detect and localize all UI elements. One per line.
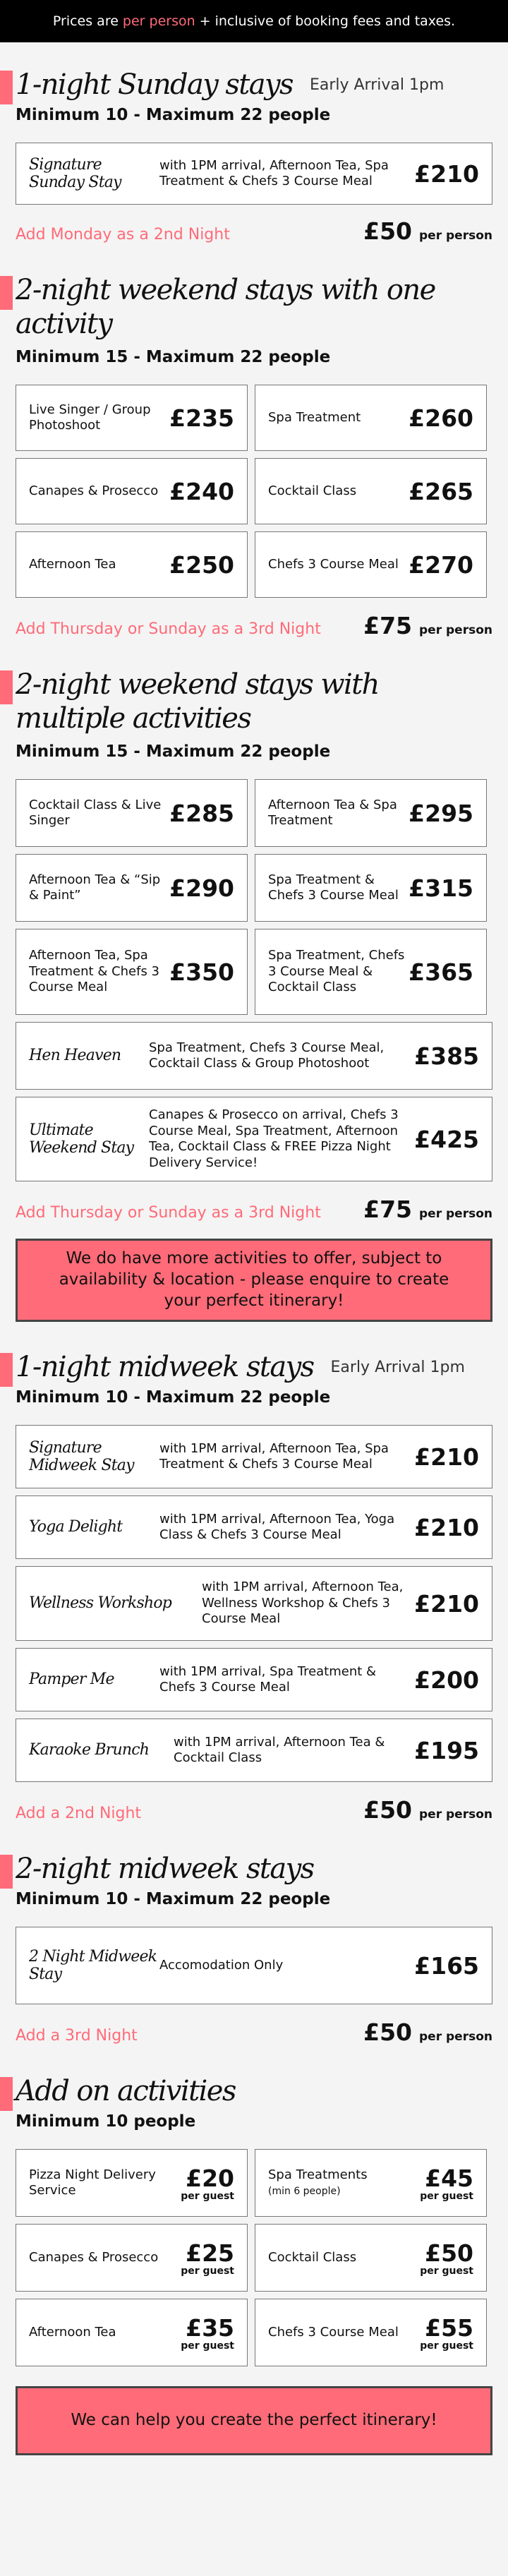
section-weekend-one-activity bbox=[0, 273, 508, 639]
section-midweek-one-night bbox=[0, 1350, 508, 1824]
combo-price: £350 bbox=[169, 958, 234, 986]
activity-card[interactable] bbox=[255, 385, 487, 451]
group-size-limit: Minimum 10 people bbox=[16, 2112, 196, 2131]
addon-card[interactable] bbox=[255, 2149, 487, 2217]
extra-night-offer bbox=[16, 612, 492, 639]
group-size-limit: Minimum 10 - Maximum 22 people bbox=[16, 1388, 331, 1407]
addon-price: £50 bbox=[425, 2239, 473, 2267]
addon-name bbox=[268, 2250, 420, 2266]
activity-name: Canapes & Prosecco bbox=[29, 483, 159, 498]
activity-price: £250 bbox=[169, 550, 234, 579]
activity-name: Afternoon Tea bbox=[29, 556, 116, 572]
package-description: Accomodation Only bbox=[159, 1957, 284, 1973]
addon-name-text: Cocktail Class bbox=[268, 2249, 357, 2265]
combo-card[interactable] bbox=[255, 929, 487, 1015]
addon-price: £45 bbox=[425, 2164, 473, 2192]
accent-bar bbox=[0, 670, 13, 704]
package-name: Signature Midweek Stay bbox=[29, 1438, 134, 1474]
extra-night-link[interactable]: Add Thursday or Sunday as a 3rd Night bbox=[16, 1204, 321, 1222]
price-unit: per guest bbox=[420, 2265, 473, 2277]
combo-price: £285 bbox=[169, 799, 234, 827]
package-card[interactable] bbox=[16, 1719, 492, 1782]
section-title: 2-night midweek stays bbox=[16, 1853, 314, 1885]
addon-card[interactable] bbox=[16, 2149, 248, 2217]
price-unit: per person bbox=[419, 1207, 492, 1221]
activity-name: Spa Treatment bbox=[268, 409, 361, 425]
package-name: Karaoke Brunch bbox=[29, 1741, 150, 1759]
price-unit: per guest bbox=[181, 2265, 234, 2277]
package-list bbox=[16, 1425, 492, 1782]
package-card[interactable] bbox=[16, 1097, 492, 1181]
extra-night-price: £50 bbox=[363, 217, 413, 245]
price-unit: per guest bbox=[420, 2190, 473, 2202]
package-price: £210 bbox=[414, 1443, 479, 1471]
price-unit: per person bbox=[419, 1807, 492, 1822]
section-header bbox=[16, 1852, 492, 1886]
addon-card[interactable] bbox=[255, 2299, 487, 2366]
addon-name bbox=[268, 2167, 420, 2199]
activity-price: £235 bbox=[169, 404, 234, 432]
combo-card[interactable] bbox=[16, 929, 248, 1015]
combo-price: £365 bbox=[409, 958, 473, 986]
pricing-note-lead: Prices are bbox=[52, 13, 119, 29]
package-name: Signature Sunday Stay bbox=[29, 155, 121, 191]
addon-price: £25 bbox=[186, 2239, 234, 2267]
section-midweek-two-night bbox=[0, 1852, 508, 2046]
combo-card[interactable] bbox=[255, 854, 487, 922]
group-size-limit: Minimum 10 - Maximum 22 people bbox=[16, 106, 331, 124]
section-title: Add on activities bbox=[16, 2075, 236, 2107]
package-description: with 1PM arrival, Afternoon Tea & Cocktail Class bbox=[174, 1734, 385, 1765]
extra-night-price: £50 bbox=[363, 2018, 413, 2046]
combo-name: Afternoon Tea & Spa Treatment bbox=[268, 797, 397, 828]
activity-name: Live Singer / Group Photoshoot bbox=[29, 402, 151, 433]
package-name: Wellness Workshop bbox=[29, 1594, 172, 1613]
price-unit: per guest bbox=[181, 2190, 234, 2202]
package-description: with 1PM arrival, Afternoon Tea, Spa Treatment & Chefs 3 Course Meal bbox=[159, 1440, 389, 1471]
package-name: Hen Heaven bbox=[29, 1047, 121, 1065]
combo-card[interactable] bbox=[255, 779, 487, 847]
section-subtitle: Early Arrival 1pm bbox=[309, 76, 445, 94]
addon-card[interactable] bbox=[16, 2224, 248, 2292]
activity-name: Chefs 3 Course Meal bbox=[268, 556, 399, 572]
extra-night-price: £75 bbox=[363, 612, 413, 639]
activity-card[interactable] bbox=[255, 458, 487, 524]
pricing-note-highlight: per person bbox=[122, 13, 195, 29]
package-card[interactable] bbox=[16, 1927, 492, 2004]
package-name: Yoga Delight bbox=[29, 1518, 123, 1536]
addon-card[interactable] bbox=[16, 2299, 248, 2366]
extra-night-price: £50 bbox=[363, 1796, 413, 1824]
package-card[interactable] bbox=[16, 1566, 492, 1641]
package-price: £165 bbox=[414, 1951, 479, 1980]
extra-night-offer bbox=[16, 1196, 492, 1223]
activity-price: £265 bbox=[409, 477, 473, 505]
package-price: £210 bbox=[414, 1513, 479, 1541]
addon-card[interactable] bbox=[255, 2224, 487, 2292]
pricing-note-tail: + inclusive of booking fees and taxes. bbox=[199, 13, 456, 29]
activity-card[interactable] bbox=[16, 531, 248, 598]
package-name: Ultimate Weekend Stay bbox=[29, 1121, 134, 1157]
combo-name: Afternoon Tea & “Sip & Paint” bbox=[29, 872, 161, 903]
addon-name-text: Pizza Night Delivery Service bbox=[29, 2167, 156, 2198]
package-price: £210 bbox=[414, 160, 479, 188]
combo-name: Spa Treatment & Chefs 3 Course Meal bbox=[268, 872, 399, 903]
package-card[interactable] bbox=[16, 1495, 492, 1559]
price-unit: per person bbox=[419, 2030, 492, 2044]
extra-night-link[interactable]: Add Thursday or Sunday as a 3rd Night bbox=[16, 620, 321, 638]
section-title: 2-night weekend stays with one activity bbox=[16, 274, 435, 340]
activity-card[interactable] bbox=[16, 385, 248, 451]
extra-night-offer bbox=[16, 1796, 492, 1824]
section-title: 1-night Sunday stays bbox=[16, 68, 293, 101]
combo-card[interactable] bbox=[16, 854, 248, 922]
section-sunday bbox=[0, 68, 508, 245]
accent-bar bbox=[0, 2077, 13, 2111]
extra-night-link[interactable]: Add Monday as a 2nd Night bbox=[16, 226, 230, 243]
group-size-limit: Minimum 10 - Maximum 22 people bbox=[16, 1890, 331, 1908]
section-header bbox=[16, 668, 492, 735]
package-description: with 1PM arrival, Afternoon Tea, Wellness Workshop & Chefs 3 Course Meal bbox=[202, 1579, 404, 1627]
activity-card[interactable] bbox=[255, 531, 487, 598]
addon-price: £20 bbox=[186, 2164, 234, 2192]
price-unit: per person bbox=[419, 229, 492, 243]
package-card[interactable] bbox=[16, 1022, 492, 1090]
section-header bbox=[16, 1350, 492, 1384]
package-description: with 1PM arrival, Spa Treatment & Chefs 3 Course Meal bbox=[159, 1663, 377, 1695]
addon-name-text: Afternoon Tea bbox=[29, 2324, 116, 2340]
activity-card[interactable] bbox=[16, 458, 248, 524]
accent-bar bbox=[0, 276, 13, 310]
addon-name bbox=[29, 2250, 181, 2266]
combo-name: Cocktail Class & Live Singer bbox=[29, 797, 162, 828]
extra-night-link[interactable]: Add a 2nd Night bbox=[16, 1805, 142, 1822]
group-size-limit: Minimum 15 - Maximum 22 people bbox=[16, 348, 331, 366]
extra-night-offer bbox=[16, 217, 492, 245]
accent-bar bbox=[0, 1353, 13, 1387]
addon-price: £35 bbox=[186, 2313, 234, 2342]
extra-night-offer bbox=[16, 2018, 492, 2046]
package-price: £195 bbox=[414, 1736, 479, 1764]
package-card[interactable] bbox=[16, 1648, 492, 1711]
extra-night-link[interactable]: Add a 3rd Night bbox=[16, 2027, 138, 2045]
activity-price: £240 bbox=[169, 477, 234, 505]
addon-name bbox=[29, 2167, 181, 2199]
package-price: £385 bbox=[414, 1042, 479, 1070]
extra-night-price: £75 bbox=[363, 1196, 413, 1223]
section-header bbox=[16, 68, 492, 102]
enquire-banner[interactable]: We do have more activities to offer, subject to availability & location - please enquire to create your perfect itinerary! bbox=[16, 1239, 492, 1322]
package-name: Pamper Me bbox=[29, 1671, 114, 1689]
price-unit: per guest bbox=[181, 2340, 234, 2352]
package-description: with 1PM arrival, Afternoon Tea, Spa Treatment & Chefs 3 Course Meal bbox=[159, 157, 389, 188]
section-add-on-activities bbox=[0, 2074, 508, 2455]
price-unit: per guest bbox=[420, 2340, 473, 2352]
package-price: £425 bbox=[414, 1125, 479, 1153]
addon-name-text: Spa Treatments bbox=[268, 2167, 368, 2182]
activity-price: £260 bbox=[409, 404, 473, 432]
section-header bbox=[16, 2074, 492, 2108]
group-size-limit: Minimum 15 - Maximum 22 people bbox=[16, 742, 331, 761]
accent-bar bbox=[0, 1855, 13, 1889]
section-title: 2-night weekend stays with multiple activities bbox=[16, 668, 379, 735]
section-subtitle: Early Arrival 1pm bbox=[330, 1358, 465, 1376]
package-description: Canapes & Prosecco on arrival, Chefs 3 Course Meal, Spa Treatment, Afternoon Tea, Cocktail Class & FREE Pizza Night Delivery Service! bbox=[149, 1107, 399, 1170]
combo-grid bbox=[16, 779, 492, 1181]
pricing-note-bar bbox=[0, 0, 508, 42]
accent-bar bbox=[0, 71, 13, 104]
package-price: £200 bbox=[414, 1666, 479, 1694]
addon-grid bbox=[16, 2149, 492, 2366]
combo-price: £290 bbox=[169, 874, 234, 902]
package-description: Spa Treatment, Chefs 3 Course Meal, Cocktail Class & Group Photoshoot bbox=[149, 1040, 385, 1071]
activity-grid bbox=[16, 385, 492, 598]
addon-name-text: Canapes & Prosecco bbox=[29, 2249, 159, 2265]
package-card[interactable] bbox=[16, 143, 492, 205]
combo-name: Spa Treatment, Chefs 3 Course Meal & Cocktail Class bbox=[268, 948, 405, 995]
itinerary-banner[interactable]: We can help you create the perfect itinerary! bbox=[16, 2386, 492, 2455]
activity-price: £270 bbox=[409, 550, 473, 579]
package-card[interactable] bbox=[16, 1425, 492, 1488]
section-header bbox=[16, 273, 492, 341]
package-price: £210 bbox=[414, 1589, 479, 1618]
combo-price: £315 bbox=[409, 874, 473, 902]
addon-name bbox=[268, 2325, 420, 2341]
package-name: 2 Night Midweek Stay bbox=[29, 1947, 157, 1983]
combo-price: £295 bbox=[409, 799, 473, 827]
package-description: with 1PM arrival, Afternoon Tea, Yoga Class & Chefs 3 Course Meal bbox=[159, 1511, 395, 1542]
combo-name: Afternoon Tea, Spa Treatment & Chefs 3 Course Meal bbox=[29, 948, 160, 995]
section-title: 1-night midweek stays bbox=[16, 1351, 314, 1383]
addon-price: £55 bbox=[425, 2313, 473, 2342]
addon-name bbox=[29, 2325, 181, 2341]
addon-name-text: Chefs 3 Course Meal bbox=[268, 2324, 399, 2340]
activity-name: Cocktail Class bbox=[268, 483, 357, 498]
combo-card[interactable] bbox=[16, 779, 248, 847]
section-weekend-multi-activity bbox=[0, 668, 508, 1322]
price-unit: per person bbox=[419, 623, 492, 637]
addon-note: (min 6 people) bbox=[268, 2186, 341, 2197]
